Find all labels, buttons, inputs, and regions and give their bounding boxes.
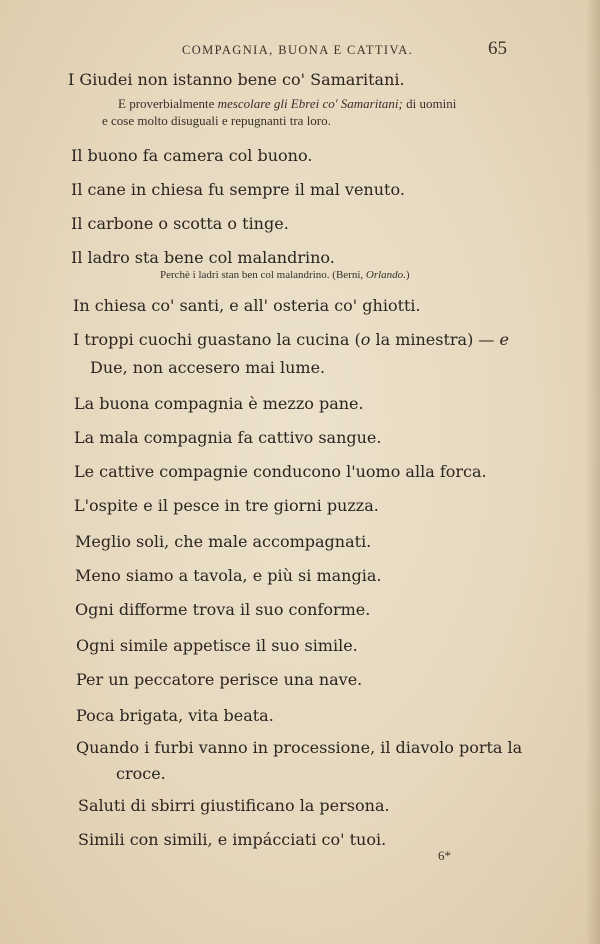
proverb-saluti: Saluti di sbirri giustificano la persona. [78, 796, 390, 815]
note-italic: Orlando. [365, 269, 406, 281]
note-text: Perchè i ladri stan ben col malandrino. (Berni, [160, 269, 366, 281]
proverb-simili: Simili con simili, e impácciati co' tuoi. [78, 830, 387, 849]
proverb-furbi: Quando i furbi vanno in processione, il diavolo porta la [76, 738, 523, 757]
proverb-ospite: L'ospite e il pesce in tre giorni puzza. [74, 496, 379, 515]
proverb-cuochi [73, 330, 509, 349]
proverb-carbone: Il carbone o scotta o tinge. [71, 214, 289, 233]
proverb-buona-compagnia: La buona compagnia è mezzo pane. [74, 394, 364, 413]
note-text: ) [405, 269, 410, 281]
note-text: di uomini [402, 96, 457, 111]
proverb-cattive-compagnie: Le cattive compagnie conducono l'uomo alla forca. [74, 462, 487, 481]
note-italic: mescolare gli Ebrei co' Samaritani; [217, 96, 403, 111]
proverb-furbi-cont: croce. [116, 764, 166, 783]
proverb-italic: o [360, 330, 371, 349]
proverb-difforme: Ogni difforme trova il suo conforme. [75, 600, 371, 619]
proverb-giudei: I Giudei non istanno bene co' Samaritani. [68, 70, 405, 89]
proverb-poca-brigata: Poca brigata, vita beata. [76, 706, 274, 725]
proverb-italic: e [499, 330, 509, 349]
page-header [0, 38, 600, 62]
proverb-chiesa: In chiesa co' santi, e all' osteria co' ghiotti. [73, 296, 421, 315]
note-ladro [160, 269, 410, 281]
proverb-meno-siamo: Meno siamo a tavola, e più si mangia. [75, 566, 382, 585]
running-title: COMPAGNIA, BUONA E CATTIVA. [182, 43, 414, 57]
proverb-text: la minestra) — [370, 330, 500, 349]
proverb-buono: Il buono fa camera col buono. [71, 146, 313, 165]
proverb-simile: Ogni simile appetisce il suo simile. [76, 636, 358, 655]
proverb-mala-compagnia: La mala compagnia fa cattivo sangue. [74, 428, 382, 447]
proverb-cane: Il cane in chiesa fu sempre il mal venuto. [71, 180, 405, 199]
signature-mark: 6* [438, 848, 451, 863]
proverb-cuochi-cont: Due, non accesero mai lume. [90, 358, 326, 377]
note-text: E proverbialmente [118, 96, 218, 111]
note-giudei-line1 [118, 96, 456, 112]
proverb-meglio-soli: Meglio soli, che male accompagnati. [75, 532, 372, 551]
proverb-peccatore: Per un peccatore perisce una nave. [76, 670, 363, 689]
proverb-text: I troppi cuochi guastano la cucina ( [73, 330, 361, 349]
page-edge-shadow [586, 0, 600, 944]
page-number: 65 [488, 38, 507, 59]
note-giudei-line2: e cose molto disuguali e repugnanti tra loro. [102, 113, 331, 128]
proverb-ladro: Il ladro sta bene col malandrino. [71, 248, 335, 267]
